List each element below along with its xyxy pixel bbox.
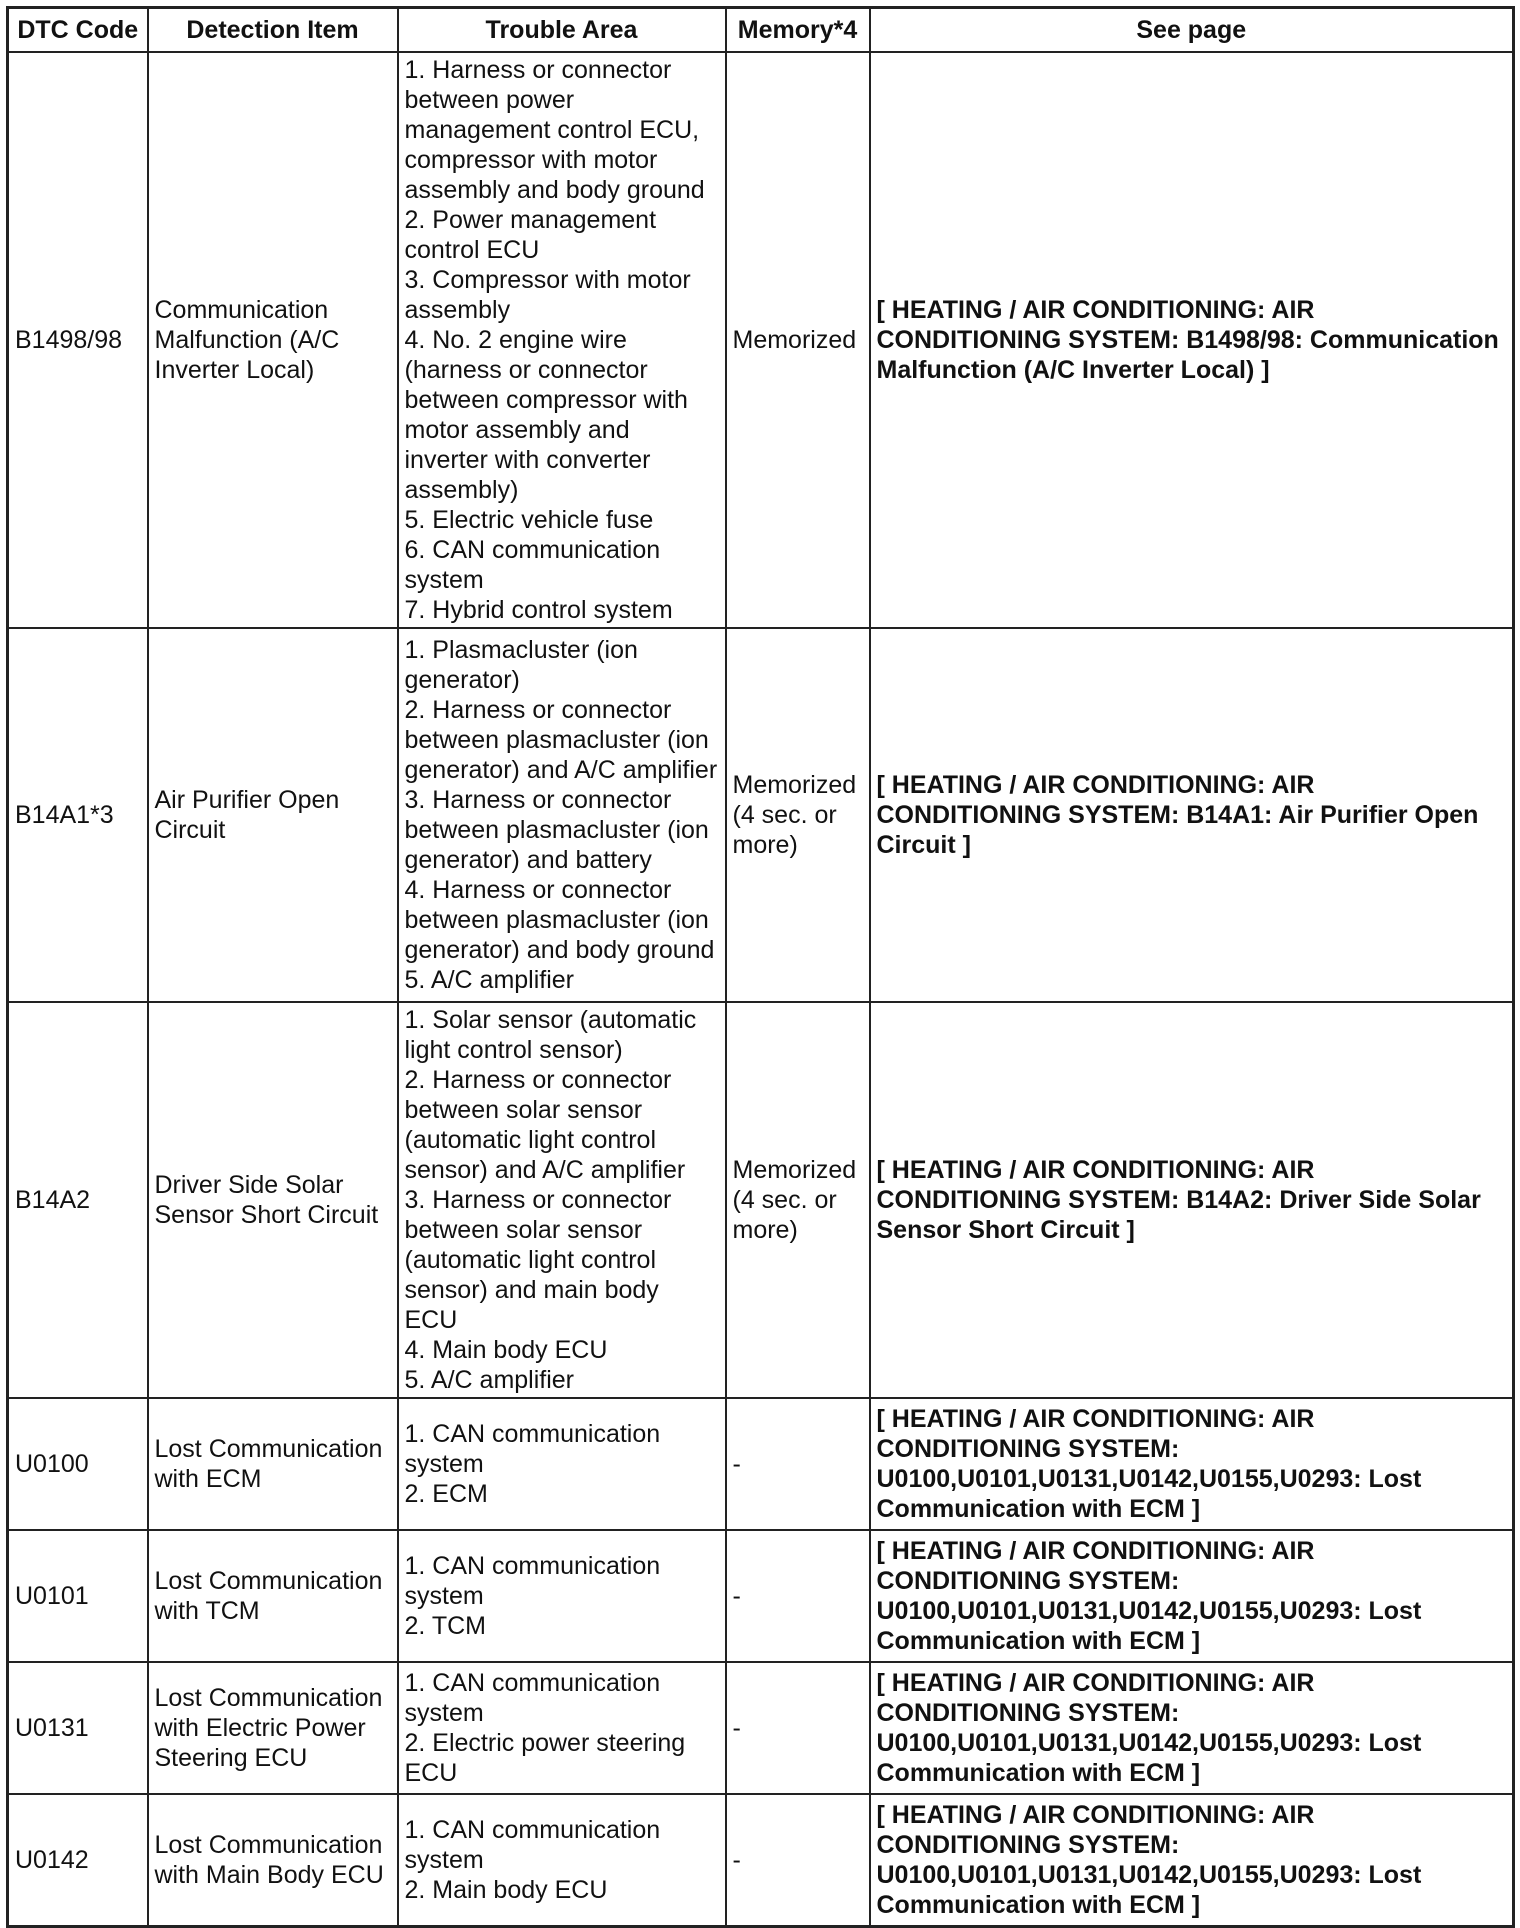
- detection-item-cell: Air Purifier Open Circuit: [148, 628, 398, 1002]
- trouble-area-line: 4. No. 2 engine wire (harness or connector between compressor with motor assembly and inverter with converter assembly): [404, 326, 688, 504]
- dtc-code-cell: U0101: [8, 1530, 148, 1662]
- detection-item-cell: Lost Communication with ECM: [148, 1398, 398, 1530]
- trouble-area-line: 3. Harness or connector between solar sensor (automatic light control sensor) and main body ECU: [404, 1186, 672, 1334]
- trouble-area-cell: [398, 1530, 726, 1662]
- trouble-area-line: 7. Hybrid control system: [404, 596, 673, 624]
- header-see-page: See page: [870, 8, 1514, 53]
- memory-cell: -: [726, 1530, 870, 1662]
- dtc-code-cell: B14A1*3: [8, 628, 148, 1002]
- detection-item-cell: Lost Communication with Electric Power Steering ECU: [148, 1662, 398, 1794]
- dtc-code-cell: U0142: [8, 1794, 148, 1926]
- trouble-area-line: 2. Harness or connector between plasmacluster (ion generator) and A/C amplifier: [404, 696, 718, 784]
- table-row: [8, 1398, 1514, 1530]
- table-row: [8, 52, 1514, 628]
- see-page-link[interactable]: [ HEATING / AIR CONDITIONING: AIR CONDITIONING SYSTEM: B1498/98: Communication Malfunction (A/C Inverter Local) ]: [870, 52, 1514, 628]
- trouble-area-line: 1. Solar sensor (automatic light control sensor): [404, 1006, 697, 1064]
- header-memory: Memory*4: [726, 8, 870, 53]
- trouble-area-line: 1. Harness or connector between power management control ECU, compressor with motor assembly and body ground: [404, 56, 705, 204]
- see-page-link[interactable]: [ HEATING / AIR CONDITIONING: AIR CONDITIONING SYSTEM: U0100,U0101,U0131,U0142,U0155,U0293: Lost Communication with ECM ]: [870, 1398, 1514, 1530]
- trouble-area-cell: [398, 52, 726, 628]
- memory-cell: -: [726, 1398, 870, 1530]
- trouble-area-line: 5. A/C amplifier: [404, 1366, 575, 1394]
- trouble-area-line: 2. ECM: [404, 1480, 488, 1508]
- dtc-code-cell: B1498/98: [8, 52, 148, 628]
- detection-item-cell: Communication Malfunction (A/C Inverter Local): [148, 52, 398, 628]
- dtc-code-cell: U0100: [8, 1398, 148, 1530]
- trouble-area-line: 5. Electric vehicle fuse: [404, 506, 654, 534]
- detection-item-cell: Driver Side Solar Sensor Short Circuit: [148, 1002, 398, 1398]
- trouble-area-line: 1. CAN communication system: [404, 1815, 661, 1874]
- trouble-area-line: 2. Harness or connector between solar sensor (automatic light control sensor) and A/C amplifier: [404, 1066, 686, 1184]
- trouble-area-cell: [398, 1398, 726, 1530]
- table-row: [8, 1530, 1514, 1662]
- see-page-link[interactable]: [ HEATING / AIR CONDITIONING: AIR CONDITIONING SYSTEM: B14A1: Air Purifier Open Circuit ]: [870, 628, 1514, 1002]
- trouble-area-cell: [398, 1662, 726, 1794]
- see-page-link[interactable]: [ HEATING / AIR CONDITIONING: AIR CONDITIONING SYSTEM: U0100,U0101,U0131,U0142,U0155,U0293: Lost Communication with ECM ]: [870, 1662, 1514, 1794]
- table-header-row: [8, 8, 1514, 53]
- trouble-area-cell: [398, 1002, 726, 1398]
- header-detection-item: Detection Item: [148, 8, 398, 53]
- header-trouble-area: Trouble Area: [398, 8, 726, 53]
- trouble-area-line: 5. A/C amplifier: [404, 966, 575, 994]
- trouble-area-line: 2. Electric power steering ECU: [404, 1729, 686, 1787]
- table-row: [8, 1794, 1514, 1926]
- memory-cell: Memorized (4 sec. or more): [726, 628, 870, 1002]
- detection-item-cell: Lost Communication with Main Body ECU: [148, 1794, 398, 1926]
- trouble-area-line: 1. CAN communication system: [404, 1669, 661, 1727]
- trouble-area-line: 4. Harness or connector between plasmacluster (ion generator) and body ground: [404, 876, 715, 964]
- memory-cell: Memorized: [726, 52, 870, 628]
- table-row: [8, 1002, 1514, 1398]
- trouble-area-line: 2. Power management control ECU: [404, 206, 657, 264]
- memory-cell: -: [726, 1662, 870, 1794]
- trouble-area-line: 2. TCM: [404, 1612, 486, 1640]
- dtc-table: [6, 6, 1515, 1928]
- table-row: [8, 1662, 1514, 1794]
- trouble-area-line: 4. Main body ECU: [404, 1336, 608, 1364]
- trouble-area-cell: [398, 628, 726, 1002]
- trouble-area-line: 1. Plasmacluster (ion generator): [404, 636, 638, 694]
- see-page-link[interactable]: [ HEATING / AIR CONDITIONING: AIR CONDITIONING SYSTEM: B14A2: Driver Side Solar Sensor Short Circuit ]: [870, 1002, 1514, 1398]
- header-dtc-code: DTC Code: [8, 8, 148, 53]
- memory-cell: Memorized (4 sec. or more): [726, 1002, 870, 1398]
- trouble-area-line: 3. Harness or connector between plasmacluster (ion generator) and battery: [404, 786, 709, 874]
- trouble-area-line: 3. Compressor with motor assembly: [404, 266, 691, 324]
- trouble-area-line: 6. CAN communication system: [404, 536, 661, 594]
- see-page-link[interactable]: [ HEATING / AIR CONDITIONING: AIR CONDITIONING SYSTEM: U0100,U0101,U0131,U0142,U0155,U0293: Lost Communication with ECM ]: [870, 1530, 1514, 1662]
- see-page-link[interactable]: [ HEATING / AIR CONDITIONING: AIR CONDITIONING SYSTEM: U0100,U0101,U0131,U0142,U0155,U0293: Lost Communication with ECM ]: [870, 1794, 1514, 1926]
- memory-cell: -: [726, 1794, 870, 1926]
- trouble-area-cell: [398, 1794, 726, 1926]
- detection-item-cell: Lost Communication with TCM: [148, 1530, 398, 1662]
- trouble-area-line: 2. Main body ECU: [404, 1875, 608, 1904]
- trouble-area-line: 1. CAN communication system: [404, 1420, 661, 1478]
- trouble-area-line: 1. CAN communication system: [404, 1552, 661, 1610]
- dtc-code-cell: B14A2: [8, 1002, 148, 1398]
- table-row: [8, 628, 1514, 1002]
- dtc-code-cell: U0131: [8, 1662, 148, 1794]
